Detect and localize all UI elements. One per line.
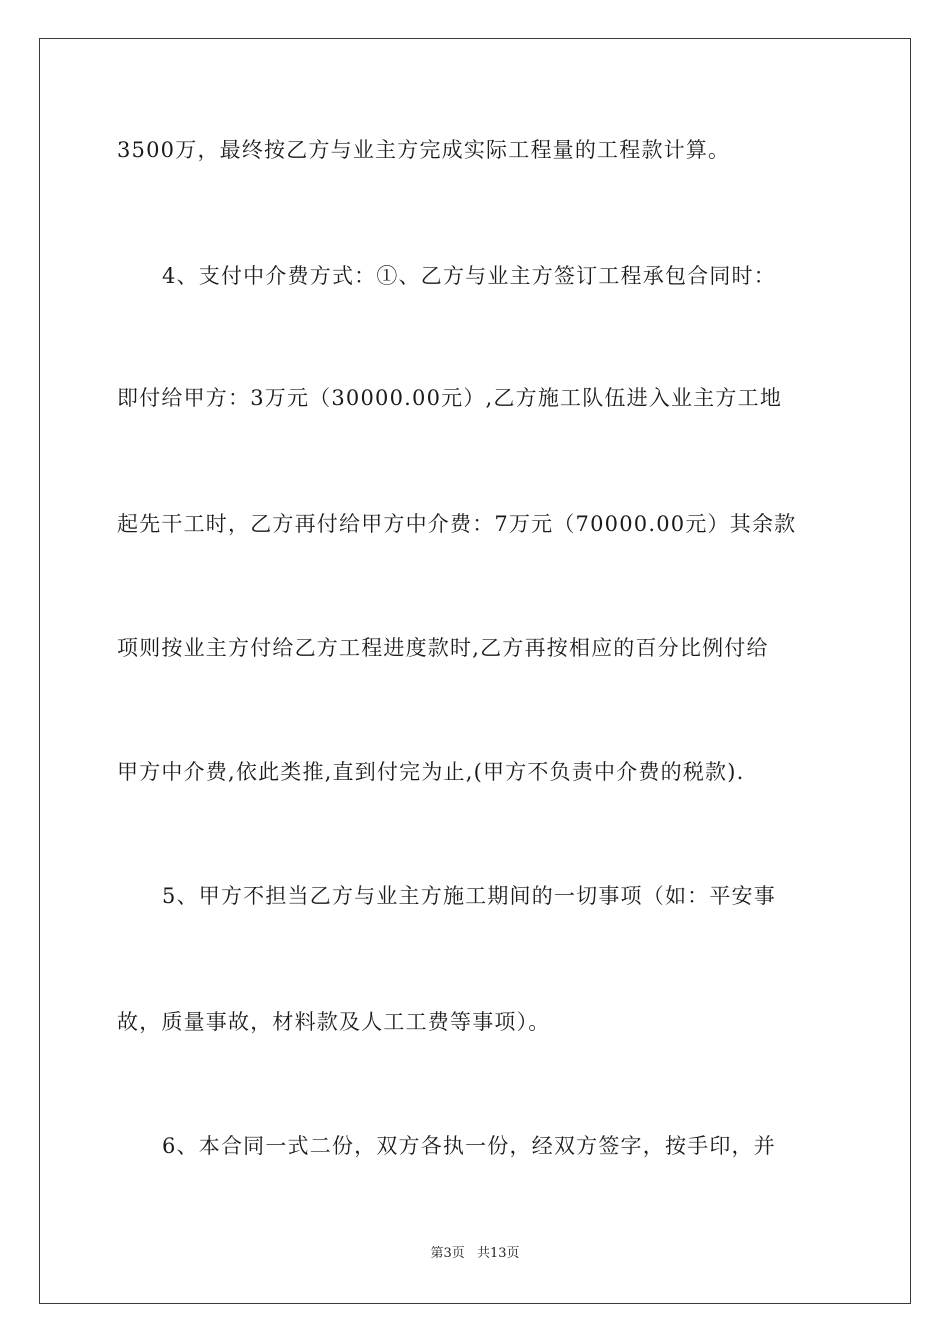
paragraph-line: 4、支付中介费方式：①、乙方与业主方签订工程承包合同时：	[162, 264, 776, 288]
paragraph-line: 6、本合同一式二份，双方各执一份，经双方签字，按手印，并	[162, 1134, 776, 1158]
paragraph-line: 即付给甲方：3万元（30000.00元）,乙方施工队伍进入业主方工地	[117, 386, 783, 410]
paragraph-line: 项则按业主方付给乙方工程进度款时,乙方再按相应的百分比例付给	[117, 636, 769, 660]
page-number-total: 共13页	[476, 1246, 520, 1261]
paragraph-line: 5、甲方不担当乙方与业主方施工期间的一切事项（如：平安事	[162, 884, 776, 908]
paragraph-line: 故，质量事故，材料款及人工工费等事项）。	[117, 1010, 551, 1034]
paragraph-line: 起先干工时，乙方再付给甲方中介费：7万元（70000.00元）其余款	[117, 512, 797, 536]
page-number-current: 第3页	[430, 1246, 465, 1261]
paragraph-line: 甲方中介费,依此类推,直到付完为止,(甲方不负责中介费的税款).	[117, 760, 745, 784]
page-border	[39, 38, 911, 1304]
paragraph-line: 3500万，最终按乙方与业主方完成实际工程量的工程款计算。	[117, 138, 731, 162]
page-footer	[0, 1246, 950, 1262]
